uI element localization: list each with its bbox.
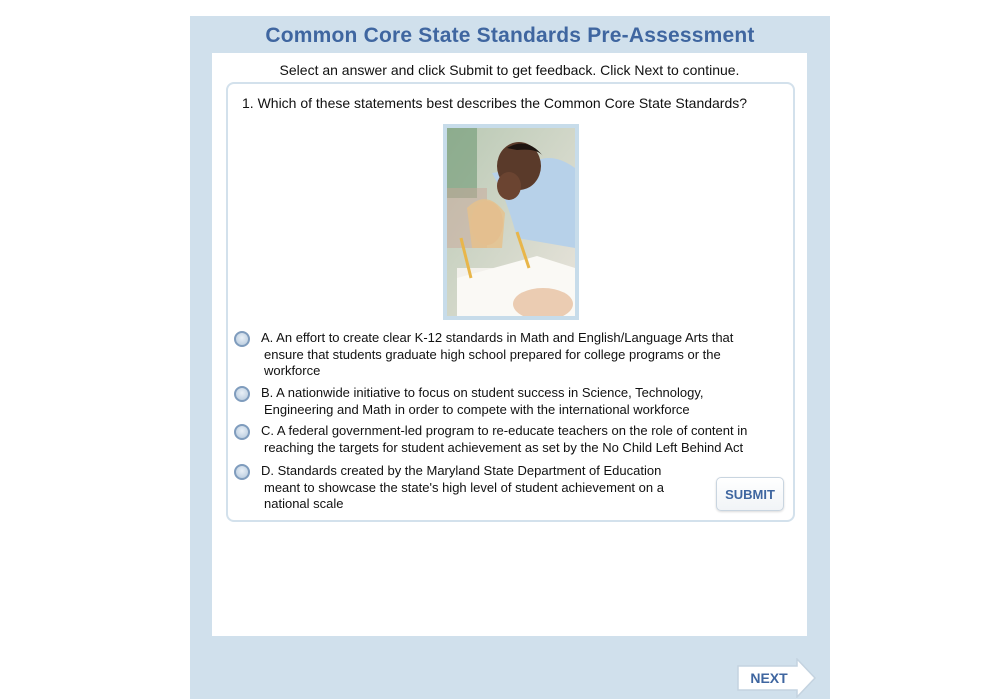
radio-a[interactable] xyxy=(234,331,250,347)
radio-b[interactable] xyxy=(234,386,250,402)
next-label: NEXT xyxy=(750,670,788,686)
option-a-label: A. An effort to create clear K-12 standards in Math and English/Language Arts that ensure that students graduate high school prepared for college programs or the workforce xyxy=(261,330,734,378)
next-button[interactable] xyxy=(737,658,817,698)
instructions-text: Select an answer and click Submit to get feedback. Click Next to continue. xyxy=(279,62,740,78)
page-title: Common Core State Standards Pre-Assessment xyxy=(265,24,755,47)
option-c-label: C. A federal government-led program to re-educate teachers on the role of content in reaching the targets for student achievement as set by the No Child Left Behind Act xyxy=(261,423,748,455)
question-box xyxy=(226,82,795,522)
radio-c[interactable] xyxy=(234,424,250,440)
student-photo-icon xyxy=(447,128,575,316)
student-photo xyxy=(443,124,579,320)
radio-d[interactable] xyxy=(234,464,250,480)
submit-button[interactable]: SUBMIT xyxy=(716,477,784,511)
assessment-frame xyxy=(190,16,830,699)
option-b-label: B. A nationwide initiative to focus on student success in Science, Technology, Engineering and Math in order to compete with the international workforce xyxy=(261,385,704,417)
question-text: 1. Which of these statements best describes the Common Core State Standards? xyxy=(242,95,748,111)
content-panel xyxy=(212,53,807,636)
option-d-label: D. Standards created by the Maryland State Department of Education meant to showcase the state's high level of student achievement on a national scale xyxy=(261,463,664,511)
